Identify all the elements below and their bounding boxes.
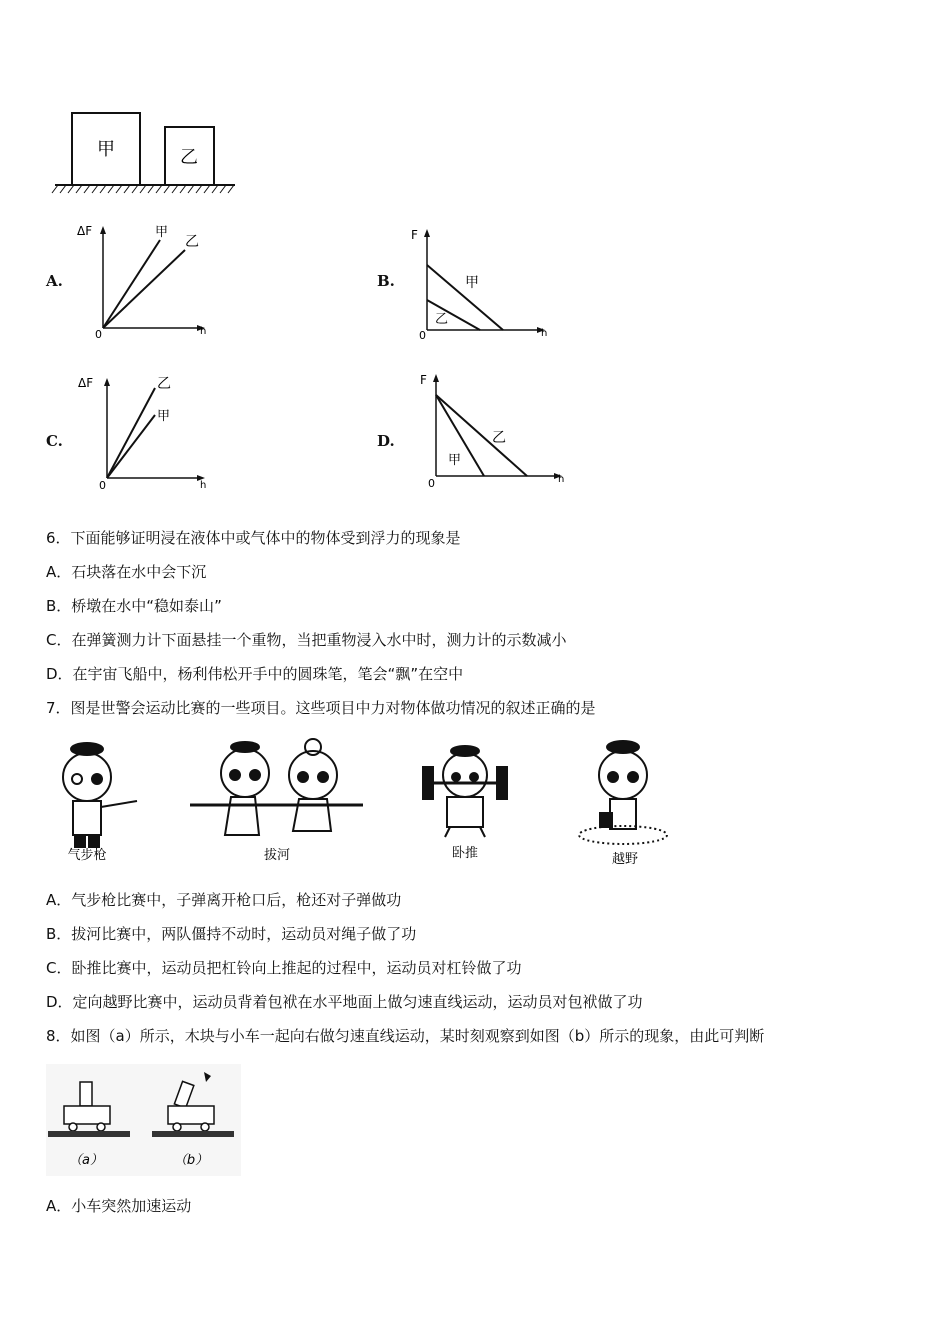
option-d-label[interactable]: D. bbox=[377, 432, 395, 450]
tug-of-war-figure bbox=[190, 739, 363, 835]
q6-stem: 6．下面能够证明浸在液体中或气体中的物体受到浮力的现象是 bbox=[46, 529, 461, 547]
q6-option-d[interactable]: D．在宇宙飞船中，杨利伟松开手中的圆珠笔，笔会“飘”在空中 bbox=[46, 665, 464, 683]
fig-b-label: （b） bbox=[173, 1153, 209, 1168]
graph-c-series-1: 乙 bbox=[157, 376, 171, 392]
bench-press-figure bbox=[423, 746, 507, 837]
graph-d-origin: 0 bbox=[428, 477, 435, 490]
graph-d bbox=[412, 370, 572, 492]
caption-cross-country: 越野 bbox=[611, 852, 639, 867]
air-rifle-figure bbox=[63, 743, 137, 847]
block-a-label: 甲 bbox=[97, 139, 115, 160]
graph-c-ylabel: ΔF bbox=[78, 376, 94, 390]
sports-figures bbox=[45, 735, 705, 875]
q7-option-c[interactable]: C．卧推比赛中，运动员把杠铃向上推起的过程中，运动员对杠铃做了功 bbox=[46, 959, 522, 977]
graph-a-xlabel: h bbox=[200, 326, 207, 337]
graph-a-ylabel: ΔF bbox=[77, 224, 93, 238]
q6-option-b[interactable]: B．桥墩在水中“稳如泰山” bbox=[46, 597, 222, 615]
graph-b-origin: 0 bbox=[419, 329, 426, 342]
graph-a bbox=[75, 220, 215, 340]
q7-option-d[interactable]: D．定向越野比赛中，运动员背着包袱在水平地面上做匀速直线运动，运动员对包袱做了功 bbox=[46, 993, 643, 1011]
graph-d-ylabel: F bbox=[420, 373, 427, 387]
cart-figure bbox=[46, 1064, 241, 1176]
graph-d-series-1: 乙 bbox=[492, 430, 506, 446]
fig-a-label: （a） bbox=[69, 1153, 103, 1168]
block-b-label: 乙 bbox=[180, 147, 198, 168]
caption-bench-press: 卧推 bbox=[451, 846, 479, 861]
graph-c-xlabel: h bbox=[200, 480, 207, 491]
caption-tug-of-war: 拔河 bbox=[263, 848, 291, 863]
cross-country-figure bbox=[579, 741, 667, 844]
q8-option-a[interactable]: A．小车突然加速运动 bbox=[46, 1197, 192, 1215]
graph-d-series-2: 甲 bbox=[448, 453, 462, 468]
graph-d-xlabel: h bbox=[558, 474, 565, 485]
graph-b-series-2: 乙 bbox=[435, 312, 449, 327]
graph-b-ylabel: F bbox=[411, 228, 418, 242]
graph-a-origin: 0 bbox=[95, 328, 102, 340]
q7-option-a[interactable]: A．气步枪比赛中，子弹离开枪口后，枪还对子弹做功 bbox=[46, 891, 402, 909]
blocks-figure bbox=[50, 105, 250, 200]
option-b-label[interactable]: B. bbox=[377, 272, 395, 290]
graph-a-series-1: 甲 bbox=[155, 225, 169, 240]
graph-b bbox=[405, 225, 555, 343]
option-a-label[interactable]: A. bbox=[46, 272, 63, 290]
graph-b-xlabel: h bbox=[541, 328, 548, 339]
graph-a-series-2: 乙 bbox=[185, 234, 199, 250]
graph-b-series-1: 甲 bbox=[465, 275, 479, 291]
q6-option-a[interactable]: A．石块落在水中会下沉 bbox=[46, 563, 207, 581]
q6-option-c[interactable]: C．在弹簧测力计下面悬挂一个重物，当把重物浸入水中时，测力计的示数减小 bbox=[46, 631, 567, 649]
graph-c-series-2: 甲 bbox=[157, 409, 171, 424]
option-c-label[interactable]: C. bbox=[46, 432, 63, 450]
q8-stem: 8．如图（a）所示，木块与小车一起向右做匀速直线运动，某时刻观察到如图（b）所示的现象，由此可判断 bbox=[46, 1027, 765, 1045]
q7-option-b[interactable]: B．拔河比赛中，两队僵持不动时，运动员对绳子做了功 bbox=[46, 925, 417, 943]
caption-air-rifle: 气步枪 bbox=[67, 848, 107, 863]
graph-c-origin: 0 bbox=[99, 479, 106, 492]
q7-stem: 7．图是世警会运动比赛的一些项目。这些项目中力对物体做功情况的叙述正确的是 bbox=[46, 699, 596, 717]
graph-c bbox=[75, 370, 215, 495]
